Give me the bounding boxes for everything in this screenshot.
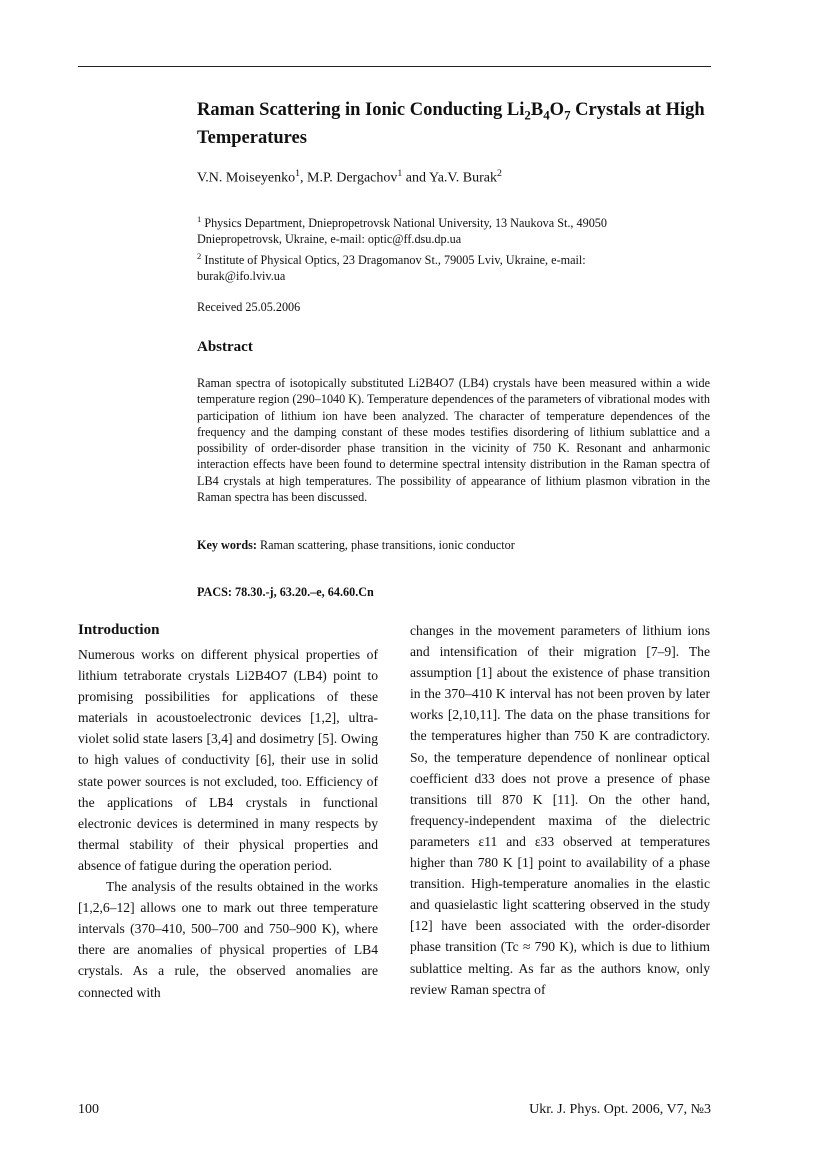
body-paragraph: changes in the movement parameters of lithium ions and intensification of their migration [7–9]. The assumption [1] about the existence of phase transition in the 370–410 K interval has not been proven by later works [2,10,11]. The data on the phase transitions for the temperatures higher than 750 K are contradictory. So, the temperature dependence of nonlinear optical coefficient d33 does not prove a presence of phase transitions till 870 K [11]. On the other hand, frequency-independent maxima of the dielectric parameters ε11 and ε33 observed at temperatures higher than 780 K [1] point to availability of a phase transition. High-temperature anomalies in the elastic and quasielastic light scattering observed in the study [12] have been associated with the order-disorder phase transition (Tc ≈ 790 K), which is due to lithium sublattice melting. As far as the authors know, only review Raman spectra of — [410, 623, 710, 997]
received-date: Received 25.05.2006 — [197, 300, 301, 314]
abstract-heading: Abstract — [197, 339, 253, 355]
paper-title: Raman Scattering in Ionic Conducting $Li_2B_4O_7$ Crystals at High Temperatures — [197, 100, 705, 148]
affiliations — [197, 211, 667, 284]
keywords: Key words: Raman scattering, phase transitions, ionic conductor — [197, 538, 515, 552]
affiliation-1: $^1$ Physics Department, Dniepropetrovsk National University, 13 Naukova St., 49050 Dniepropetrovsk, Ukraine, e-mail: optic@ff.dsu.dp.ua — [197, 214, 607, 247]
abstract-text: Raman spectra of isotopically substituted Li2B4O7 (LB4) crystals have been measured within a wide temperature region (290–1040 K). Temperature dependences of the parameters of vibrational modes with participation of lithium ion have been analyzed. The character of temperature dependences of the frequency and the damping constant of these modes testifies disordering of lithium sublattice and a possibility of order-disorder phase transition in the vicinity of 750 K. Resonant and anharmonic interaction effects have been found to determine spectral intensity distribution in the Raman spectra of LB4 crystals at high temperatures. The possibility of appearance of lithium plasmon vibration in the Raman spectra has been discussed. — [197, 376, 710, 505]
pacs-codes: PACS: 78.30.-j, 63.20.–e, 64.60.Cn — [197, 585, 374, 599]
right-column — [410, 620, 710, 1000]
body-paragraph: The analysis of the results obtained in the works [1,2,6–12] allows one to mark out three temperature intervals (370–410, 500–700 and 750–900 K), where there are anomalies of physical properties of LB4 crystals. As a rule, the observed anomalies are connected with — [78, 879, 378, 1000]
header-rule — [78, 66, 711, 67]
body-paragraph: Numerous works on different physical properties of lithium tetraborate crystals Li2B4O7 (LB4) point to promising possibilities for applications of these materials in acoustoelectronic devices [1,2], ultra-violet solid state lasers [3,4] and dosimetry [5]. Owing to high values of conductivity [6], their use in solid state power sources is not excluded, too. Efficiency of the applications of LB4 crystals in functional electronic devices is determined in many respects by thermal stability of their physical properties and absence of fatigue during the operation period. — [78, 647, 378, 873]
introduction-heading: Introduction — [78, 622, 160, 638]
author-name: M.P. Dergachov — [307, 170, 398, 186]
page-number: 100 — [78, 1102, 99, 1117]
journal-citation: Ukr. J. Phys. Opt. 2006, V7, №3 — [529, 1102, 711, 1117]
author-list: V.N. Moiseyenko$^1$, M.P. Dergachov$^1$ and Ya.V. Burak$^2$ — [197, 168, 502, 186]
affiliation-2: $^2$ Institute of Physical Optics, 23 Dragomanov St., 79005 Lviv, Ukraine, e-mail: burak@ifo.lviv.ua — [197, 250, 586, 284]
left-column — [78, 620, 378, 1003]
author-name: V.N. Moiseyenko — [197, 170, 296, 186]
author-name: Ya.V. Burak — [429, 170, 497, 186]
